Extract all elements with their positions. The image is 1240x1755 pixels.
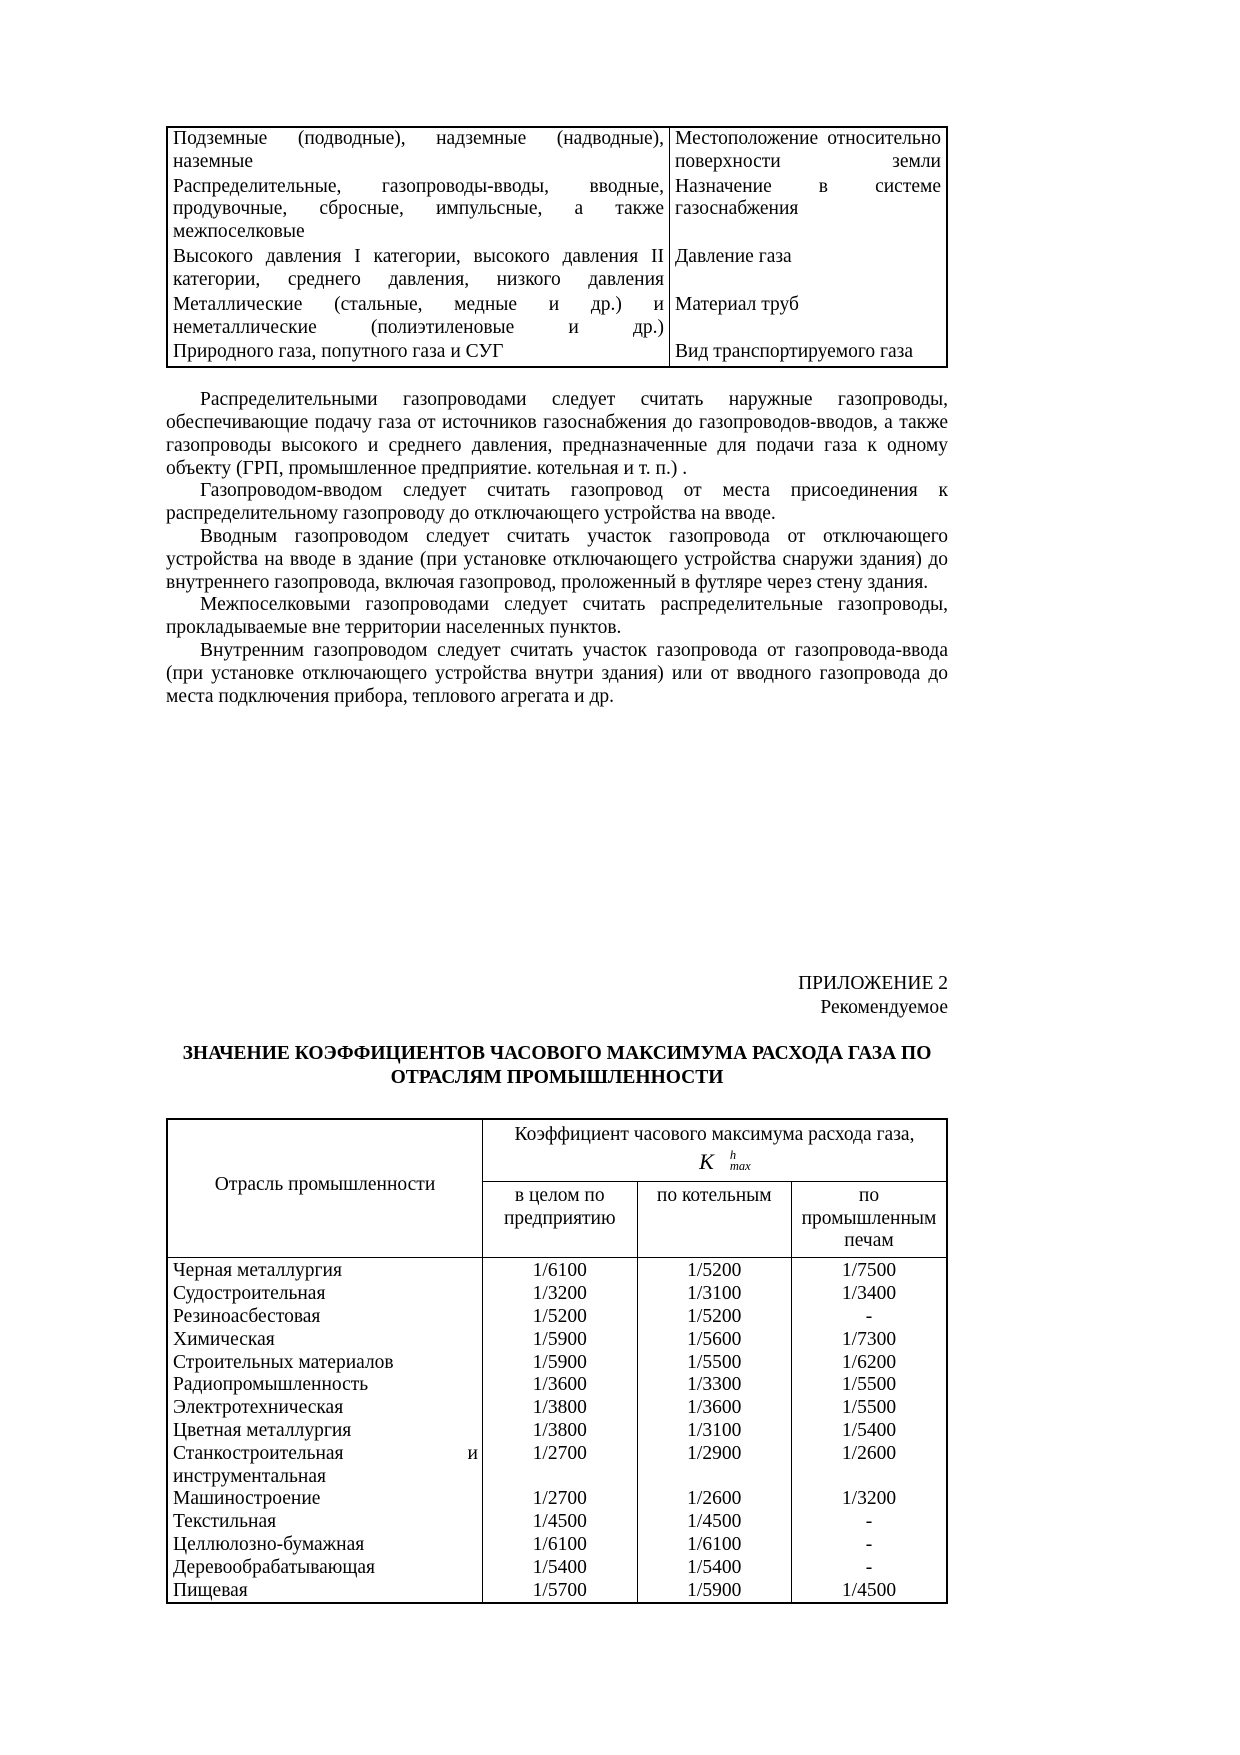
boiler-value-cell: 1/5200 [637, 1306, 792, 1329]
enterprise-value-cell: 1/3600 [483, 1374, 638, 1397]
appendix-status: Рекомендуемое [820, 996, 948, 1018]
industry-name-cell: Станкостроительная и инструментальная [168, 1443, 483, 1489]
boiler-value-cell: 1/2600 [637, 1488, 792, 1511]
table-body [168, 128, 946, 366]
classification-section [166, 126, 948, 709]
boiler-value-cell: 1/3300 [637, 1374, 792, 1397]
header-industry: Отрасль промышленности [168, 1120, 483, 1258]
industry-name-cell: Радиопромышленность [168, 1374, 483, 1397]
kmax-symbol [699, 1147, 751, 1174]
industry-name-cell: Пищевая [168, 1580, 483, 1603]
boiler-value-cell: 1/5400 [637, 1557, 792, 1580]
criterion-cell: Местоположение относительно поверхности земли [675, 128, 941, 172]
furnace-value-cell: 1/7500 [841, 1260, 897, 1282]
hourly-max-coefficient-table [166, 1118, 948, 1604]
header-col-enterprise [483, 1181, 638, 1257]
enterprise-value-cell: 1/3800 [483, 1397, 638, 1420]
industry-name-cell: Деревообрабатывающая [168, 1557, 483, 1580]
criterion-cell: Давление газа [675, 246, 792, 268]
industry-name-cell: Судостроительная [168, 1283, 483, 1306]
industry-name-cell: Целлюлозно-бумажная [168, 1534, 483, 1557]
table-row [168, 1420, 946, 1443]
header-col-boiler [637, 1181, 792, 1257]
appendix-header [166, 972, 948, 1020]
header-col-boiler-line-1: по котельным [656, 1184, 772, 1206]
industry-name-cell: Электротехническая [168, 1397, 483, 1420]
furnace-value-cell: - [865, 1556, 873, 1578]
appendix-title-line-2: ОТРАСЛЯМ ПРОМЫШЛЕННОСТИ [390, 1066, 724, 1088]
furnace-value-cell: - [865, 1534, 873, 1555]
kmax-superscript: h [729, 1147, 737, 1162]
classification-cell: Природного газа, попутного газа и СУГ [168, 341, 670, 366]
appendix-title [166, 1042, 948, 1090]
industry-name-cell: Строительных материалов [168, 1352, 483, 1375]
table-row [168, 1511, 946, 1534]
furnace-value-cell: 1/5500 [841, 1374, 897, 1396]
classification-cell: Высокого давления I категории, высокого давления II категории, среднего давления, низкого давления [168, 246, 670, 294]
furnace-value-cell: 1/5500 [841, 1397, 897, 1419]
table-row [168, 176, 946, 246]
definition-paragraph: Межпоселковыми газопроводами следует считать распределительные газопроводы, прокладываемые вне территории населенных пунктов. [166, 594, 948, 639]
industry-name-cell: Черная металлургия [168, 1258, 483, 1283]
industry-name-cell: Цветная металлургия [168, 1420, 483, 1443]
furnace-value-cell: 1/6200 [841, 1351, 897, 1373]
enterprise-value-cell: 1/2700 [483, 1443, 638, 1489]
table-row [168, 1534, 946, 1557]
table-row [168, 1329, 946, 1352]
enterprise-value-cell: 1/5200 [483, 1306, 638, 1329]
furnace-value-cell: 1/3200 [841, 1488, 897, 1510]
kmax-subscript: max [729, 1158, 751, 1173]
table-body [168, 1258, 946, 1603]
table-row [168, 246, 946, 294]
boiler-value-cell: 1/5600 [637, 1329, 792, 1352]
boiler-value-cell: 1/5900 [637, 1580, 792, 1603]
enterprise-value-cell: 1/5900 [483, 1329, 638, 1352]
enterprise-value-cell: 1/3800 [483, 1420, 638, 1443]
boiler-value-cell: 1/5200 [637, 1258, 792, 1283]
industry-name-cell: Машиностроение [168, 1488, 483, 1511]
furnace-value-cell: 1/5400 [841, 1419, 897, 1441]
header-col-furnace-line-3: печам [844, 1230, 894, 1252]
furnace-value-cell: - [865, 1305, 873, 1327]
criterion-cell: Вид транспортируемого газа [675, 341, 914, 363]
boiler-value-cell: 1/4500 [637, 1511, 792, 1534]
enterprise-value-cell: 1/6100 [483, 1258, 638, 1283]
criterion-cell: Назначение в системе газоснабжения [675, 175, 941, 220]
definition-paragraph: Распределительными газопроводами следует считать наружные газопроводы, обеспечивающие подачу газа от источников газоснабжения до газопроводов-вводов, а также газопроводы высокого и среднего давления, предназначенные для подачи газа к одному объекту (ГРП, промышленное предприятие. котельная и т. п.) . [166, 389, 948, 479]
furnace-value-cell: 1/3400 [841, 1283, 897, 1305]
header-col-furnace-line-1: по [858, 1184, 880, 1206]
classification-cell: Распределительные, газопроводы-вводы, вводные, продувочные, сбросные, импульсные, а также межпоселковые [168, 176, 670, 246]
enterprise-value-cell: 1/5700 [483, 1580, 638, 1603]
table-header [168, 1120, 946, 1258]
furnace-value-cell: 1/4500 [841, 1579, 897, 1601]
table-row [168, 1283, 946, 1306]
enterprise-value-cell: 1/5900 [483, 1352, 638, 1375]
gas-pipeline-classification-table [166, 126, 948, 368]
table-row [168, 1306, 946, 1329]
table-row [168, 1443, 946, 1489]
industry-name-cell: Химическая [168, 1329, 483, 1352]
furnace-value-cell: - [865, 1511, 873, 1533]
definition-paragraph: Внутренним газопроводом следует считать участок газопровода от газопровода-ввода (при установке отключающего устройства внутри здания) или от вводного газопровода до места подключения прибора, теплового агрегата и др. [166, 640, 948, 707]
definitions-text [166, 389, 948, 708]
header-col-furnace [792, 1181, 947, 1257]
appendix-number: ПРИЛОЖЕНИЕ 2 [798, 973, 948, 994]
enterprise-value-cell: 1/5400 [483, 1557, 638, 1580]
table-row [168, 1397, 946, 1420]
classification-cell: Металлические (стальные, медные и др.) и неметаллические (полиэтиленовые и др.) [168, 294, 670, 342]
table-row [168, 1258, 946, 1283]
kmax-base: K [699, 1148, 714, 1174]
boiler-value-cell: 1/3100 [637, 1420, 792, 1443]
table-row [168, 1557, 946, 1580]
table-row [168, 294, 946, 342]
table-row [168, 341, 946, 366]
table-row [168, 1580, 946, 1603]
furnace-value-cell: 1/7300 [841, 1328, 897, 1350]
boiler-value-cell: 1/5500 [637, 1352, 792, 1375]
definition-paragraph: Вводным газопроводом следует считать участок газопровода от отключающего устройства на вводе в здание (при установке отключающего устройства снаружи здания) до внутреннего газопровода, включая газопровод, проложенный в футляре через стену здания. [166, 526, 948, 593]
boiler-value-cell: 1/3600 [637, 1397, 792, 1420]
header-coefficient-text: Коэффициент часового максимума расхода газа, [514, 1124, 915, 1145]
table-row [168, 128, 946, 176]
boiler-value-cell: 1/3100 [637, 1283, 792, 1306]
industry-name-cell: Резиноасбестовая [168, 1306, 483, 1329]
classification-cell: Подземные (подводные), надземные (надводные), наземные [168, 128, 670, 176]
kmax-symbol-line [487, 1147, 942, 1181]
table-row [168, 1374, 946, 1397]
criterion-cell: Материал труб [675, 293, 799, 315]
header-col-enterprise-line-1: в целом по [514, 1184, 605, 1206]
enterprise-value-cell: 1/2700 [483, 1488, 638, 1511]
header-col-furnace-line-2: промышленным [801, 1207, 937, 1229]
header-row [168, 1120, 946, 1181]
header-col-enterprise-line-2: предприятию [503, 1207, 616, 1229]
boiler-value-cell: 1/2900 [637, 1443, 792, 1489]
enterprise-value-cell: 1/4500 [483, 1511, 638, 1534]
boiler-value-cell: 1/6100 [637, 1534, 792, 1557]
header-coefficient-group [483, 1120, 947, 1181]
table-row [168, 1352, 946, 1375]
table-row [168, 1488, 946, 1511]
industry-name-cell: Текстильная [168, 1511, 483, 1534]
furnace-value-cell: 1/2600 [841, 1442, 897, 1464]
enterprise-value-cell: 1/3200 [483, 1283, 638, 1306]
definition-paragraph: Газопроводом-вводом следует считать газопровод от места присоединения к распределительному газопроводу до отключающего устройства на вводе. [166, 480, 948, 525]
enterprise-value-cell: 1/6100 [483, 1534, 638, 1557]
appendix-title-line-1: ЗНАЧЕНИЕ КОЭФФИЦИЕНТОВ ЧАСОВОГО МАКСИМУМА РАСХОДА ГАЗА ПО [182, 1043, 932, 1064]
